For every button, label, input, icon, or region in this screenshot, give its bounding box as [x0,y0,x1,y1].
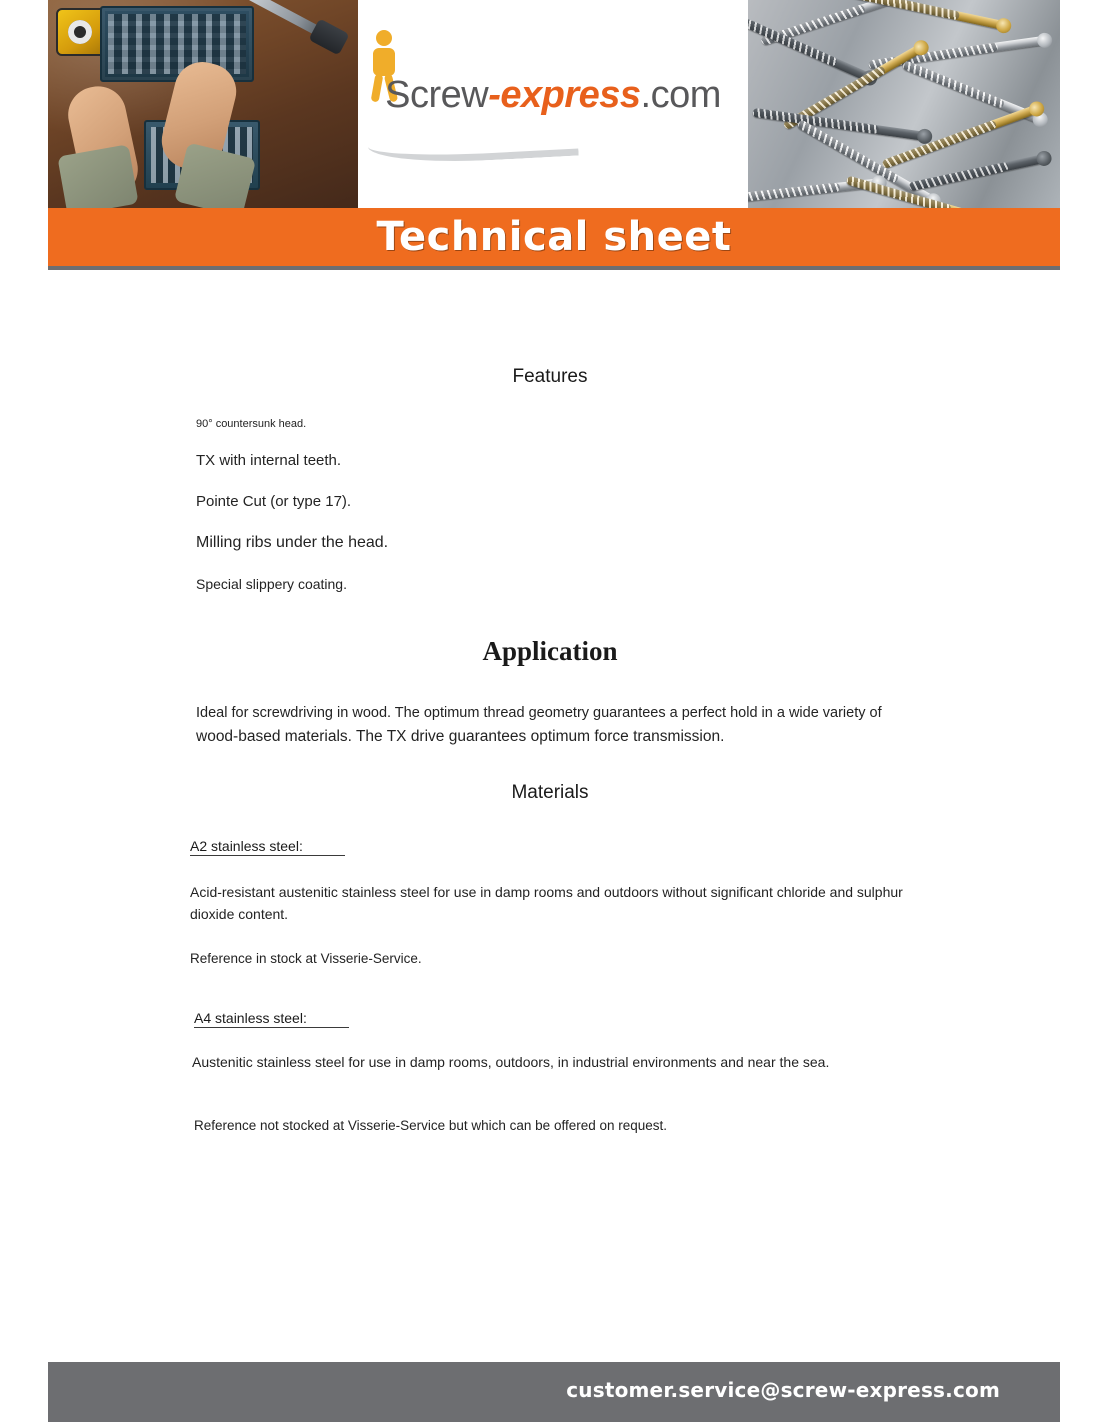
workbench-photo [48,0,358,208]
feature-item: Milling ribs under the head. [196,534,389,551]
logo-part-tld: .com [640,74,721,116]
material-description: Acid-resistant austenitic stainless steel for use in damp rooms and outdoors without significant chloride and sulphur dioxide content. [190,884,903,922]
material-note: Reference in stock at Visserie-Service. [190,951,422,967]
logo-part-screw: Screw [385,74,489,116]
application-heading: Application [482,636,618,666]
features-heading: Features [512,366,588,387]
material-description: Austenitic stainless steel for use in damp rooms, outdoors, in industrial environments and near the sea. [192,1054,830,1070]
tape-measure-icon [56,8,106,56]
page-header [48,0,1060,268]
material-title: A4 stainless steel: [194,1010,349,1028]
application-line-2: wood-based materials. The TX drive guarantees optimum force transmission. [196,727,725,745]
banner-title: Technical sheet [376,214,732,260]
technical-sheet-banner [48,208,1060,266]
application-line-1: Ideal for screwdriving in wood. The optimum thread geometry guarantees a perfect hold in a wide variety of [196,705,882,721]
materials-heading: Materials [511,782,589,803]
logo-swoosh [367,123,578,167]
footer-email[interactable]: customer.service@screw-express.com [566,1378,1000,1402]
material-block-a2 [190,838,950,966]
brand-logo [358,74,748,117]
feature-item: TX with internal teeth. [196,452,342,469]
application-text [196,703,916,748]
material-note: Reference not stocked at Visserie-Service but which can be offered on request. [194,1117,668,1133]
logo-part-express: -express [488,74,641,116]
feature-item: 90° countersunk head. [196,418,307,430]
page-footer [48,1362,1060,1422]
feature-item: Special slippery coating. [196,576,347,592]
sleeve-left [57,144,138,208]
feature-item: Pointe Cut (or type 17). [196,493,352,510]
screws-photo [748,0,1060,208]
material-block-a4 [190,1010,950,1133]
features-list [196,418,956,606]
screw-tray-upper [100,6,254,82]
logo-area [358,0,748,208]
material-title: A2 stainless steel: [190,838,345,856]
header-divider [48,266,1060,270]
